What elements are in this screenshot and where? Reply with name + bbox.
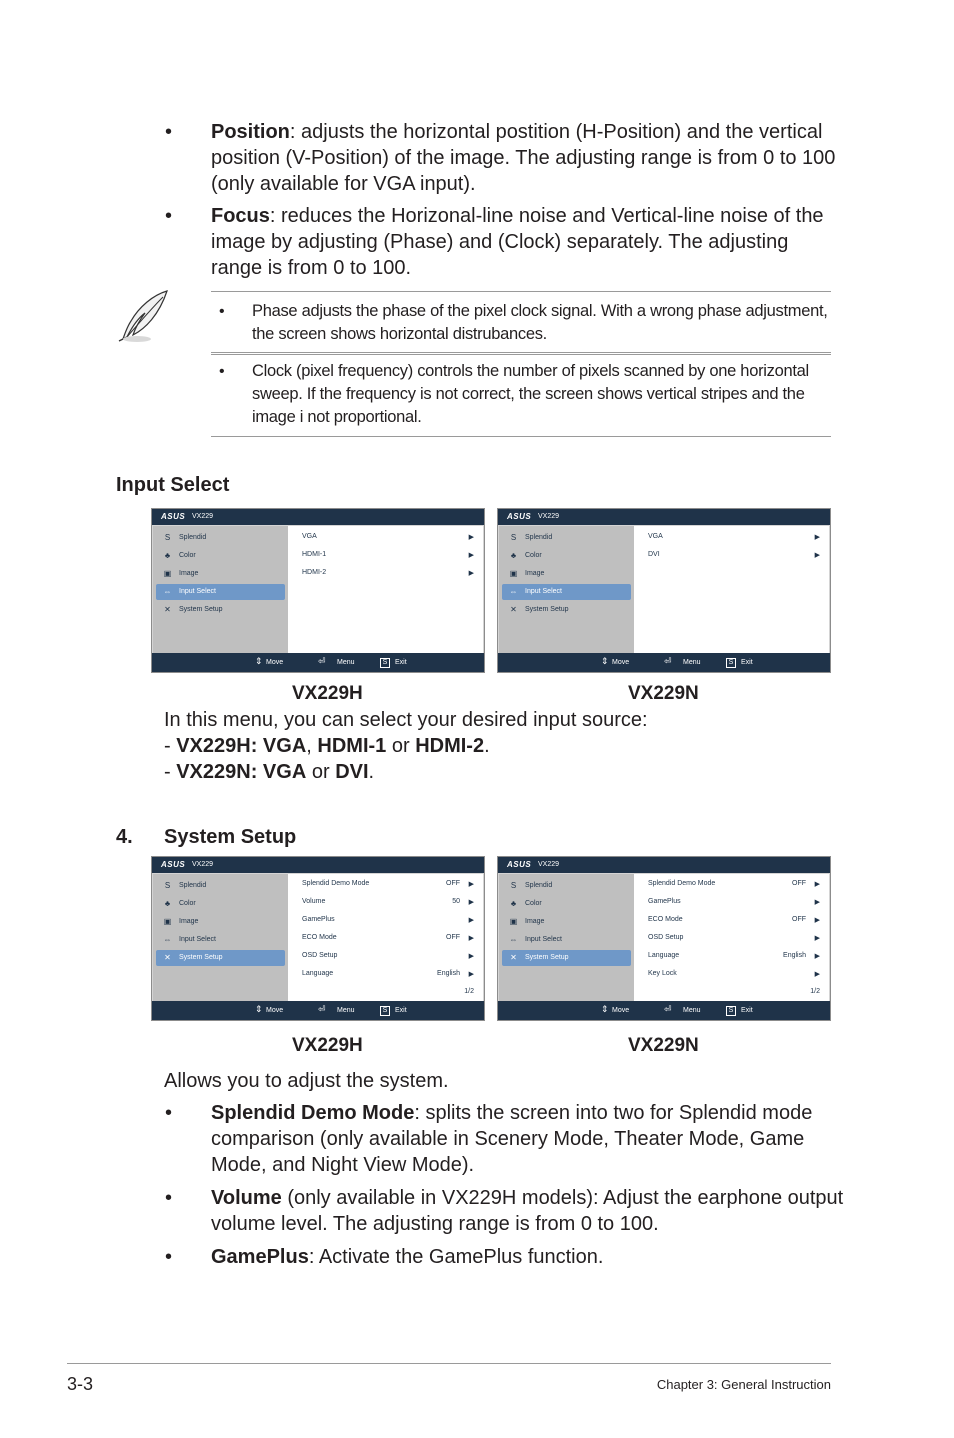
menu-enter-icon: ⏎ — [664, 656, 672, 666]
footer-rule — [67, 1363, 831, 1364]
arrow-right-icon: ▶ — [814, 971, 820, 978]
osd-option-hdmi1[interactable]: HDMI-1 ▶ — [302, 551, 474, 559]
osd-option-vga[interactable]: VGA ▶ — [648, 533, 820, 541]
bullet-dot: • — [165, 1102, 173, 1124]
osd-footer: ⇕ Move ⏎ Menu S Exit — [152, 1001, 484, 1020]
move-icon: ⇕ — [255, 656, 263, 666]
osd-option-hdmi2[interactable]: HDMI-2 ▶ — [302, 569, 474, 577]
move-icon: ⇕ — [255, 1004, 263, 1014]
exit-s-icon: S — [726, 658, 736, 668]
osd-option-gameplus[interactable]: GamePlus ▶ — [302, 916, 474, 924]
position-desc: : adjusts the horizontal postition (H-Position) and the vertical position (V-Position) of the image. The adjusting range is from 0 to 100 (only available for VGA input). — [211, 121, 836, 195]
exit-s-icon: S — [380, 1006, 390, 1016]
splendid-icon: S — [510, 881, 517, 890]
osd-menu-color[interactable]: ♣ Color — [502, 548, 631, 564]
osd-page-indicator: 1/2 — [810, 988, 820, 995]
arrow-right-icon: ▶ — [468, 552, 474, 559]
note-divider — [211, 352, 831, 355]
arrow-right-icon: ▶ — [814, 935, 820, 942]
osd-menu-image[interactable]: ▣ Image — [163, 917, 199, 926]
osd-option-dvi[interactable]: DVI ▶ — [648, 551, 820, 559]
note-bottom-rule — [211, 436, 831, 437]
arrow-right-icon: ▶ — [468, 534, 474, 541]
osd-menu-color[interactable]: ♣ Color — [156, 896, 285, 912]
gameplus-bullet: • GamePlus: Activate the GamePlus function. — [165, 1246, 604, 1268]
osd-footer: ⇕ Move ⏎ Menu S Exit — [152, 653, 484, 672]
focus-term: Focus — [211, 205, 270, 227]
chapter-title: Chapter 3: General Instruction — [656, 1377, 831, 1392]
asus-logo: ASUS — [161, 512, 186, 521]
position-bullet — [165, 119, 845, 199]
page-number: 3-3 — [67, 1374, 94, 1394]
osd-model: VX229 — [192, 861, 214, 868]
arrow-right-icon: ▶ — [814, 881, 820, 888]
osd-option-osd-setup[interactable]: OSD Setup ▶ — [302, 952, 474, 960]
osd-option-key-lock[interactable]: Key Lock ▶ — [648, 970, 820, 978]
note-dot: • — [219, 303, 225, 320]
splendid-icon: S — [164, 881, 171, 890]
caption-vx229n: VX229N — [628, 683, 699, 704]
osd-menu-input-select[interactable]: ⇔ Input Select — [509, 935, 562, 944]
color-icon: ♣ — [164, 551, 171, 560]
arrow-right-icon: ▶ — [468, 953, 474, 960]
menu-enter-icon: ⏎ — [318, 656, 326, 666]
osd-model: VX229 — [192, 513, 214, 520]
exit-s-icon: S — [380, 658, 390, 668]
bullet-dot: • — [165, 121, 173, 143]
input-icon: ⇔ — [509, 935, 518, 944]
osd-footer: ⇕ Move ⏎ Menu S Exit — [498, 653, 830, 672]
menu-enter-icon: ⏎ — [318, 1004, 326, 1014]
asus-logo: ASUS — [507, 860, 532, 869]
osd-menu-color[interactable]: ♣ Color — [156, 548, 285, 564]
osd-menu-input-select[interactable]: ⇔ Input Select — [502, 584, 631, 600]
splendid-icon: S — [510, 533, 517, 542]
osd-menu-splendid[interactable]: S Splendid — [156, 878, 285, 894]
osd-system-vx229h — [151, 856, 485, 1021]
osd-menu-input-select[interactable]: ⇔ Input Select — [163, 935, 216, 944]
bullet-dot: • — [165, 205, 173, 227]
osd-option-splendid-demo[interactable]: Splendid Demo Mode OFF ▶ — [648, 880, 820, 888]
image-icon: ▣ — [509, 917, 518, 926]
note-top-rule — [211, 291, 831, 292]
input-select-line-h: - VX229H: VGA, HDMI-1 or HDMI-2. — [164, 735, 490, 757]
color-icon: ♣ — [510, 899, 517, 908]
osd-page-indicator: 1/2 — [464, 988, 474, 995]
osd-model: VX229 — [538, 513, 560, 520]
input-icon: ⇔ — [163, 935, 172, 944]
color-icon: ♣ — [510, 551, 517, 560]
osd-menu-system-setup[interactable]: ✕ System Setup — [502, 950, 631, 966]
arrow-right-icon: ▶ — [468, 935, 474, 942]
move-icon: ⇕ — [601, 656, 609, 666]
focus-bullet — [165, 203, 845, 283]
image-icon: ▣ — [509, 569, 518, 578]
osd-system-vx229n — [497, 856, 831, 1021]
arrow-right-icon: ▶ — [814, 899, 820, 906]
osd-menu-color[interactable]: ♣ Color — [502, 896, 631, 912]
osd-input-vx229h — [151, 508, 485, 673]
osd-option-gameplus[interactable]: GamePlus ▶ — [648, 898, 820, 906]
osd-model: VX229 — [538, 861, 560, 868]
focus-desc: : reduces the Horizonal-line noise and Vertical-line noise of the image by adjusting (Phase) and (Clock) separately. The adjusting range is from 0 to 100. — [211, 205, 824, 279]
image-icon: ▣ — [163, 917, 172, 926]
osd-menu-system-setup[interactable]: ✕ System Setup — [156, 602, 285, 618]
arrow-right-icon: ▶ — [468, 971, 474, 978]
osd-option-splendid-demo[interactable]: Splendid Demo Mode OFF ▶ — [302, 880, 474, 888]
osd-option-volume[interactable]: Volume 50 ▶ — [302, 898, 474, 906]
bullet-dot: • — [165, 1246, 173, 1268]
system-setup-heading: System Setup — [164, 826, 297, 848]
input-icon: ⇔ — [163, 587, 172, 596]
splendid-demo-bullet: • Splendid Demo Mode: splits the screen into two for Splendid mode comparison (only available in Scenery Mode, Theater Mode, Game Mode, and Night View Mode). — [165, 1102, 813, 1176]
osd-menu-splendid[interactable]: S Splendid — [156, 530, 285, 546]
system-setup-number: 4. — [116, 826, 133, 848]
image-icon: ▣ — [163, 569, 172, 578]
asus-logo: ASUS — [507, 512, 532, 521]
asus-logo: ASUS — [161, 860, 186, 869]
caption-vx229h: VX229H — [292, 1035, 363, 1056]
input-select-heading: Input Select — [116, 474, 230, 496]
osd-option-vga[interactable]: VGA ▶ — [302, 533, 474, 541]
arrow-right-icon: ▶ — [468, 570, 474, 577]
arrow-right-icon: ▶ — [468, 917, 474, 924]
osd-menu-splendid[interactable]: S Splendid — [502, 530, 631, 546]
move-icon: ⇕ — [601, 1004, 609, 1014]
arrow-right-icon: ▶ — [814, 534, 820, 541]
position-term: Position — [211, 121, 290, 143]
note-phase: • Phase adjusts the phase of the pixel clock signal. With a wrong phase adjustment, the screen shows horizontal distrubances. — [219, 302, 828, 343]
arrow-right-icon: ▶ — [814, 917, 820, 924]
system-setup-intro: Allows you to adjust the system. — [164, 1070, 449, 1092]
osd-menu-system-setup[interactable]: ✕ System Setup — [502, 602, 631, 618]
arrow-right-icon: ▶ — [814, 552, 820, 559]
arrow-right-icon: ▶ — [468, 899, 474, 906]
note-clock: • Clock (pixel frequency) controls the number of pixels scanned by one horizontal sweep. If the frequency is not correct, the screen shows vertical stripes and the image i not proportional. — [219, 362, 809, 426]
osd-input-vx229n — [497, 508, 831, 673]
tools-icon: ✕ — [510, 953, 517, 962]
menu-enter-icon: ⏎ — [664, 1004, 672, 1014]
input-select-intro: In this menu, you can select your desired input source: — [164, 709, 648, 731]
osd-footer: ⇕ Move ⏎ Menu S Exit — [498, 1001, 830, 1020]
osd-menu-image[interactable]: ▣ Image — [509, 917, 545, 926]
caption-vx229n: VX229N — [628, 1035, 699, 1056]
osd-option-osd-setup[interactable]: OSD Setup ▶ — [648, 934, 820, 942]
osd-option-eco-mode[interactable]: ECO Mode OFF ▶ — [648, 916, 820, 924]
color-icon: ♣ — [164, 899, 171, 908]
exit-s-icon: S — [726, 1006, 736, 1016]
osd-menu-image[interactable]: ▣ Image — [163, 569, 199, 578]
note-dot: • — [219, 363, 225, 380]
osd-menu-input-select[interactable]: ⇔ Input Select — [156, 584, 285, 600]
input-icon: ⇔ — [509, 587, 518, 596]
osd-menu-splendid[interactable]: S Splendid — [502, 878, 631, 894]
osd-option-language[interactable]: Language English ▶ — [648, 952, 820, 960]
arrow-right-icon: ▶ — [814, 953, 820, 960]
splendid-icon: S — [164, 533, 171, 542]
osd-menu-system-setup[interactable]: ✕ System Setup — [156, 950, 285, 966]
tools-icon: ✕ — [164, 953, 171, 962]
feather-note-icon — [113, 289, 171, 345]
osd-menu-image[interactable]: ▣ Image — [509, 569, 545, 578]
input-select-line-n: - VX229N: VGA or DVI. — [164, 761, 375, 783]
caption-vx229h: VX229H — [292, 683, 363, 704]
tools-icon: ✕ — [510, 605, 517, 614]
osd-option-eco-mode[interactable]: ECO Mode OFF ▶ — [302, 934, 474, 942]
arrow-right-icon: ▶ — [468, 881, 474, 888]
osd-option-language[interactable]: Language English ▶ — [302, 970, 474, 978]
tools-icon: ✕ — [164, 605, 171, 614]
bullet-dot: • — [165, 1187, 173, 1209]
volume-bullet: • Volume (only available in VX229H models): Adjust the earphone output volume level. The adjusting range is from 0 to 100. — [165, 1187, 844, 1235]
